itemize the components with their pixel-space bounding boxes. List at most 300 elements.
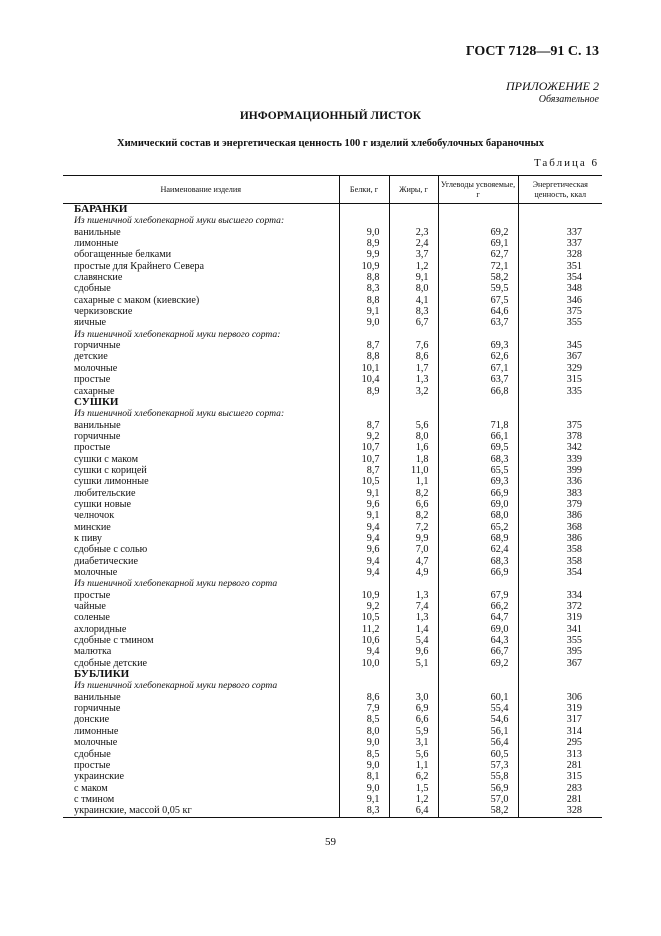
product-name: соленые: [74, 612, 110, 624]
product-name: горчичные: [74, 340, 121, 352]
page-title: ИНФОРМАЦИОННЫЙ ЛИСТОК: [239, 110, 422, 122]
cell-carbs: 66,1: [438, 431, 518, 442]
cell-energy: 319: [518, 703, 602, 714]
empty-cell: [389, 578, 438, 589]
empty-cell: [389, 204, 438, 216]
cell-fat: 2,3: [389, 227, 438, 238]
table-row: [63, 249, 602, 260]
table-row: [63, 295, 602, 306]
product-name: сдобные с солью: [74, 544, 148, 556]
cell-fat: 7,2: [389, 522, 438, 533]
document-header: ГОСТ 7128—91 С. 13: [465, 44, 599, 59]
cell-energy: 317: [518, 714, 602, 725]
cell-carbs: 66,9: [438, 488, 518, 499]
table-row: [63, 306, 602, 317]
cell-fat: 8,3: [389, 306, 438, 317]
cell-carbs: 57,3: [438, 760, 518, 771]
cell-fat: 1,2: [389, 261, 438, 272]
cell-energy: 383: [518, 488, 602, 499]
table-row: [63, 386, 602, 397]
cell-protein: 8,7: [339, 340, 389, 351]
cell-protein: 9,2: [339, 431, 389, 442]
empty-cell: [518, 204, 602, 216]
table-row: [63, 760, 602, 771]
cell-carbs: 63,7: [438, 374, 518, 385]
cell-fat: 5,4: [389, 635, 438, 646]
cell-fat: 1,6: [389, 442, 438, 453]
product-name: ванильные: [74, 691, 121, 703]
table-row: [63, 272, 602, 283]
product-name: сдобные: [74, 748, 111, 760]
cell-protein: 8,9: [339, 386, 389, 397]
subheading-text: Из пшеничной хлебопекарной муки первого сорта:: [74, 328, 281, 340]
cell-carbs: 71,8: [438, 420, 518, 431]
cell-protein: 8,3: [339, 283, 389, 294]
cell-fat: 8,0: [389, 431, 438, 442]
cell-protein: 8,0: [339, 726, 389, 737]
cell-fat: 8,0: [389, 283, 438, 294]
empty-cell: [518, 669, 602, 680]
product-name: обогащенные белками: [74, 249, 172, 261]
subheading-row: [63, 680, 602, 691]
nutrition-table-wrapper: [63, 175, 602, 818]
cell-energy: 354: [518, 272, 602, 283]
cell-energy: 358: [518, 544, 602, 555]
cell-carbs: 69,5: [438, 442, 518, 453]
cell-protein: 10,5: [339, 612, 389, 623]
cell-energy: 336: [518, 476, 602, 487]
cell-protein: 9,4: [339, 567, 389, 578]
table-row: [63, 714, 602, 725]
cell-energy: 334: [518, 590, 602, 601]
table-row: [63, 612, 602, 623]
table-row: [63, 283, 602, 294]
cell-energy: 328: [518, 249, 602, 260]
cell-protein: 8,8: [339, 295, 389, 306]
cell-energy: 345: [518, 340, 602, 351]
cell-fat: 9,6: [389, 646, 438, 657]
subheading-row: [63, 578, 602, 589]
empty-cell: [438, 680, 518, 691]
empty-cell: [389, 408, 438, 419]
cell-energy: 337: [518, 227, 602, 238]
table-row: [63, 624, 602, 635]
empty-cell: [438, 329, 518, 340]
cell-fat: 8,2: [389, 510, 438, 521]
cell-energy: 386: [518, 533, 602, 544]
cell-carbs: 69,3: [438, 340, 518, 351]
table-row: [63, 465, 602, 476]
cell-carbs: 65,2: [438, 522, 518, 533]
subheading-row: [63, 329, 602, 340]
table-row: [63, 442, 602, 453]
cell-carbs: 64,6: [438, 306, 518, 317]
cell-energy: 295: [518, 737, 602, 748]
table-row: [63, 317, 602, 328]
cell-carbs: 68,9: [438, 533, 518, 544]
empty-cell: [389, 669, 438, 680]
empty-cell: [518, 329, 602, 340]
table-row: [63, 351, 602, 362]
cell-carbs: 68,3: [438, 556, 518, 567]
cell-fat: 7,0: [389, 544, 438, 555]
cell-fat: 7,4: [389, 601, 438, 612]
cell-carbs: 64,7: [438, 612, 518, 623]
cell-energy: 375: [518, 420, 602, 431]
cell-protein: 10,4: [339, 374, 389, 385]
empty-cell: [518, 408, 602, 419]
table-row: [63, 533, 602, 544]
cell-protein: 8,7: [339, 420, 389, 431]
table-row: [63, 692, 602, 703]
table-row: [63, 544, 602, 555]
col-header-fat: Жиры, г: [389, 176, 438, 204]
cell-protein: 9,4: [339, 646, 389, 657]
cell-energy: 281: [518, 794, 602, 805]
subheading-row: [63, 215, 602, 226]
product-name: сдобные детские: [74, 657, 148, 669]
cell-carbs: 66,9: [438, 567, 518, 578]
empty-cell: [339, 680, 389, 691]
product-name: украинские: [74, 771, 125, 783]
cell-protein: 7,9: [339, 703, 389, 714]
cell-fat: 1,5: [389, 783, 438, 794]
product-name: украинские, массой 0,05 кг: [63, 805, 339, 817]
cell-protein: 10,1: [339, 363, 389, 374]
table-row: [63, 646, 602, 657]
cell-carbs: 58,2: [438, 272, 518, 283]
table-row: [63, 783, 602, 794]
cell-protein: 9,9: [339, 249, 389, 260]
cell-carbs: 60,5: [438, 749, 518, 760]
cell-energy: 372: [518, 601, 602, 612]
cell-carbs: 72,1: [438, 261, 518, 272]
section-row: [63, 397, 602, 408]
subheading-text: Из пшеничной хлебопекарной муки высшего сорта:: [74, 215, 285, 227]
empty-cell: [389, 397, 438, 408]
table-row: [63, 771, 602, 782]
col-header-energy: Энергетическая ценность, ккал: [518, 176, 602, 204]
cell-carbs: 67,9: [438, 590, 518, 601]
product-name: горчичные: [74, 703, 121, 715]
cell-carbs: 59,5: [438, 283, 518, 294]
product-name: сушки с корицей: [74, 464, 147, 476]
cell-energy: 375: [518, 306, 602, 317]
table-row: [63, 635, 602, 646]
product-name: простые: [74, 442, 111, 454]
empty-cell: [518, 397, 602, 408]
cell-fat: 6,6: [389, 714, 438, 725]
cell-energy: 335: [518, 386, 602, 397]
cell-fat: 1,2: [389, 794, 438, 805]
product-name: сахарные: [74, 385, 115, 397]
product-name: сушки лимонные: [74, 476, 149, 488]
cell-carbs: 64,3: [438, 635, 518, 646]
empty-cell: [339, 204, 389, 216]
cell-fat: 1,1: [389, 760, 438, 771]
section-title: БАРАНКИ: [74, 203, 128, 215]
empty-cell: [389, 680, 438, 691]
table-row: [63, 556, 602, 567]
col-header-name: Наименование изделия: [63, 176, 339, 204]
cell-energy: 339: [518, 454, 602, 465]
product-name: челночок: [74, 510, 115, 522]
table-row: [63, 658, 602, 669]
cell-carbs: 69,2: [438, 658, 518, 669]
cell-energy: 386: [518, 510, 602, 521]
cell-carbs: 68,3: [438, 454, 518, 465]
table-row: [63, 420, 602, 431]
section-title: СУШКИ: [74, 396, 119, 408]
section-row: [63, 669, 602, 680]
cell-fat: 1,3: [389, 612, 438, 623]
cell-protein: 11,2: [339, 624, 389, 635]
product-name: с тмином: [74, 793, 115, 805]
cell-energy: 367: [518, 351, 602, 362]
table-row: [63, 488, 602, 499]
section-title: БУБЛИКИ: [74, 669, 130, 681]
empty-cell: [438, 397, 518, 408]
cell-energy: 313: [518, 749, 602, 760]
cell-carbs: 63,7: [438, 317, 518, 328]
cell-fat: 7,6: [389, 340, 438, 351]
cell-carbs: 55,4: [438, 703, 518, 714]
table-row: [63, 374, 602, 385]
section-row: [63, 204, 602, 216]
product-name: сахарные с маком (киевские): [74, 294, 200, 306]
empty-cell: [389, 329, 438, 340]
cell-protein: 8,5: [339, 749, 389, 760]
cell-protein: 9,0: [339, 783, 389, 794]
table-row: [63, 454, 602, 465]
cell-protein: 9,0: [339, 317, 389, 328]
cell-fat: 11,0: [389, 465, 438, 476]
table-row: [63, 522, 602, 533]
product-name: молочные: [74, 737, 118, 749]
table-row: [63, 749, 602, 760]
cell-carbs: 69,0: [438, 624, 518, 635]
empty-cell: [339, 329, 389, 340]
empty-cell: [518, 215, 602, 226]
cell-carbs: 54,6: [438, 714, 518, 725]
product-name: сдобные: [74, 283, 111, 295]
product-name: детские: [74, 351, 108, 363]
empty-cell: [518, 680, 602, 691]
cell-protein: 10,6: [339, 635, 389, 646]
cell-protein: 9,6: [339, 499, 389, 510]
table-header-row: [63, 176, 602, 204]
product-name: сушки с маком: [74, 453, 139, 465]
product-name: лимонные: [74, 725, 119, 737]
product-name: горчичные: [74, 430, 121, 442]
cell-protein: 9,4: [339, 522, 389, 533]
product-name: ахлоридные: [74, 623, 127, 635]
page-number: 59: [325, 836, 336, 848]
cell-protein: 9,4: [339, 533, 389, 544]
product-name: донские: [74, 714, 110, 726]
cell-energy: 337: [518, 238, 602, 249]
cell-fat: 8,6: [389, 351, 438, 362]
cell-fat: 1,8: [389, 454, 438, 465]
cell-protein: 10,0: [339, 658, 389, 669]
table-row: [63, 340, 602, 351]
empty-cell: [339, 669, 389, 680]
table-row: [63, 476, 602, 487]
cell-protein: 8,7: [339, 465, 389, 476]
empty-cell: [438, 204, 518, 216]
cell-fat: 4,1: [389, 295, 438, 306]
cell-fat: 6,9: [389, 703, 438, 714]
cell-protein: 10,9: [339, 590, 389, 601]
appendix-block: [506, 80, 599, 106]
cell-protein: 10,7: [339, 442, 389, 453]
appendix-label: ПРИЛОЖЕНИЕ 2: [506, 79, 599, 93]
cell-protein: 8,5: [339, 714, 389, 725]
empty-cell: [438, 215, 518, 226]
cell-energy: 281: [518, 760, 602, 771]
cell-fat: 6,2: [389, 771, 438, 782]
cell-protein: 9,1: [339, 510, 389, 521]
table-row: [63, 567, 602, 578]
cell-fat: 9,9: [389, 533, 438, 544]
table-row: [63, 510, 602, 521]
product-name: славянские: [74, 272, 123, 284]
cell-fat: 3,1: [389, 737, 438, 748]
cell-fat: 6,6: [389, 499, 438, 510]
product-name: простые: [74, 374, 111, 386]
cell-fat: 4,9: [389, 567, 438, 578]
empty-cell: [389, 215, 438, 226]
cell-carbs: 68,0: [438, 510, 518, 521]
product-name: чайные: [74, 601, 106, 613]
product-name: ванильные: [74, 419, 121, 431]
cell-carbs: 65,5: [438, 465, 518, 476]
product-name: минские: [74, 521, 111, 533]
cell-carbs: 66,7: [438, 646, 518, 657]
cell-carbs: 62,4: [438, 544, 518, 555]
product-name: малютка: [74, 646, 112, 658]
empty-cell: [339, 578, 389, 589]
empty-cell: [438, 669, 518, 680]
product-name: сдобные с тмином: [74, 635, 154, 647]
cell-fat: 5,6: [389, 420, 438, 431]
cell-fat: 4,7: [389, 556, 438, 567]
empty-cell: [438, 408, 518, 419]
cell-protein: 10,9: [339, 261, 389, 272]
cell-carbs: 69,0: [438, 499, 518, 510]
product-name: молочные: [74, 567, 118, 578]
cell-energy: 379: [518, 499, 602, 510]
product-name: к пиву: [74, 532, 102, 544]
cell-energy: 348: [518, 283, 602, 294]
cell-carbs: 66,2: [438, 601, 518, 612]
cell-fat: 1,4: [389, 624, 438, 635]
cell-fat: 9,1: [389, 272, 438, 283]
table-body: [63, 204, 602, 818]
cell-fat: 8,2: [389, 488, 438, 499]
table-row: [63, 737, 602, 748]
product-name: простые для Крайнего Севера: [74, 260, 205, 272]
product-name: диабетические: [74, 555, 138, 567]
empty-cell: [438, 578, 518, 589]
cell-protein: 8,8: [339, 272, 389, 283]
cell-carbs: 69,3: [438, 476, 518, 487]
table-row: [63, 805, 602, 817]
cell-energy: 329: [518, 363, 602, 374]
product-name: с маком: [74, 782, 108, 794]
cell-protein: 10,5: [339, 476, 389, 487]
table-row: [63, 726, 602, 737]
col-header-protein: Белки, г: [339, 176, 389, 204]
cell-carbs: 56,9: [438, 783, 518, 794]
table-row: [63, 363, 602, 374]
table-row: [63, 238, 602, 249]
cell-energy: 358: [518, 556, 602, 567]
cell-fat: 1,3: [389, 590, 438, 601]
cell-protein: 8,8: [339, 351, 389, 362]
table-number: Таблица 6: [533, 157, 599, 169]
cell-carbs: 67,5: [438, 295, 518, 306]
product-name: любительские: [74, 487, 136, 499]
cell-protein: 9,1: [339, 306, 389, 317]
cell-carbs: 69,2: [438, 227, 518, 238]
subheading-row: [63, 408, 602, 419]
cell-fat: 3,0: [389, 692, 438, 703]
cell-carbs: 56,4: [438, 737, 518, 748]
cell-fat: 6,7: [389, 317, 438, 328]
cell-carbs: 66,8: [438, 386, 518, 397]
cell-carbs: 56,1: [438, 726, 518, 737]
cell-energy: 319: [518, 612, 602, 623]
cell-protein: 9,6: [339, 544, 389, 555]
cell-fat: 5,6: [389, 749, 438, 760]
cell-energy: 328: [518, 805, 602, 817]
cell-protein: 8,9: [339, 238, 389, 249]
cell-carbs: 60,1: [438, 692, 518, 703]
cell-protein: 8,3: [339, 805, 389, 817]
cell-energy: 395: [518, 646, 602, 657]
product-name: сушки новые: [74, 498, 131, 510]
cell-protein: 9,1: [339, 794, 389, 805]
cell-energy: 368: [518, 522, 602, 533]
cell-energy: 314: [518, 726, 602, 737]
empty-cell: [339, 397, 389, 408]
cell-energy: 354: [518, 567, 602, 578]
cell-energy: 315: [518, 771, 602, 782]
empty-cell: [339, 408, 389, 419]
cell-fat: 5,9: [389, 726, 438, 737]
table-row: [63, 227, 602, 238]
cell-protein: 9,1: [339, 488, 389, 499]
table-row: [63, 499, 602, 510]
cell-energy: 342: [518, 442, 602, 453]
cell-fat: 1,1: [389, 476, 438, 487]
cell-energy: 346: [518, 295, 602, 306]
cell-protein: 10,7: [339, 454, 389, 465]
subheading-text: Из пшеничной хлебопекарной муки первого сорта: [74, 578, 278, 590]
cell-carbs: 55,8: [438, 771, 518, 782]
nutrition-table: [63, 175, 602, 818]
table-row: [63, 431, 602, 442]
cell-fat: 6,4: [389, 805, 438, 817]
cell-energy: 399: [518, 465, 602, 476]
cell-protein: 9,0: [339, 737, 389, 748]
cell-energy: 306: [518, 692, 602, 703]
table-row: [63, 601, 602, 612]
cell-fat: 2,4: [389, 238, 438, 249]
product-name: простые: [74, 589, 111, 601]
cell-energy: 315: [518, 374, 602, 385]
